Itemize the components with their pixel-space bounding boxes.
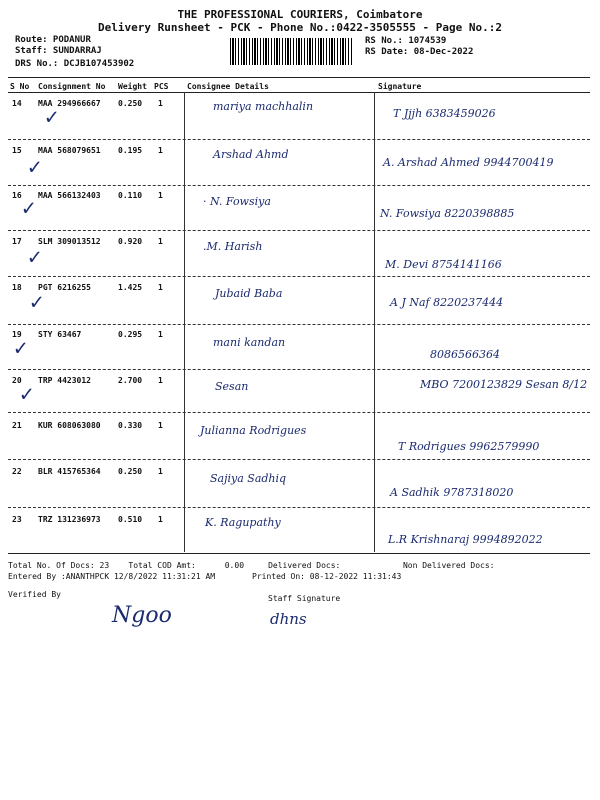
col-pcs: PCS (154, 82, 169, 91)
printed-on: Printed On: 08-12-2022 11:31:43 (252, 572, 402, 581)
row-consignment: SLM 309013512 (38, 237, 101, 246)
row-divider (8, 185, 590, 186)
consignee-divider (184, 92, 185, 552)
row-pcs: 1 (158, 283, 163, 292)
row-consignment: PGT 6216255 (38, 283, 91, 292)
row-pcs: 1 (158, 376, 163, 385)
row-weight: 0.510 (118, 515, 143, 524)
tick-mark-icon: ✓ (22, 196, 36, 221)
row-sno: 19 (12, 330, 22, 339)
route-label: Route: PODANUR (15, 35, 91, 45)
row-weight: 0.295 (118, 330, 143, 339)
row-signature: M. Devi 8754141166 (385, 258, 502, 271)
drs-number: DRS No.: DCJB107453902 (15, 59, 135, 69)
row-divider (8, 276, 590, 277)
rs-date: RS Date: 08-Dec-2022 (365, 47, 474, 57)
header-bottom-border (8, 92, 590, 93)
row-pcs: 1 (158, 330, 163, 339)
row-divider (8, 412, 590, 413)
row-signature: N. Fowsiya 8220398885 (380, 207, 515, 220)
row-sno: 20 (12, 376, 22, 385)
table-bottom-border (8, 553, 590, 554)
barcode (230, 38, 352, 65)
staff-signature-label: Staff Signature (268, 594, 341, 603)
row-weight: 2.700 (118, 376, 143, 385)
row-sno: 17 (12, 237, 22, 246)
row-pcs: 1 (158, 237, 163, 246)
row-sno: 18 (12, 283, 22, 292)
row-consignment: KUR 608063080 (38, 421, 101, 430)
tick-mark-icon: ✓ (20, 382, 34, 407)
row-sno: 22 (12, 467, 22, 476)
table-top-border (8, 77, 590, 78)
rs-number: RS No.: 1074539 (365, 36, 447, 46)
row-sno: 16 (12, 191, 22, 200)
row-signature: 8086566364 (430, 348, 500, 361)
row-divider (8, 324, 590, 325)
row-signature: MBO 7200123829 Sesan 8/12 (420, 378, 588, 391)
row-consignee: · N. Fowsiya (203, 195, 271, 208)
runsheet-subtitle: Delivery Runsheet - PCK - Phone No.:0422-3505555 - Page No.:2 (98, 21, 502, 34)
verified-signature: Ngoo (112, 603, 172, 628)
col-consignee: Consignee Details (187, 82, 269, 91)
row-sno: 15 (12, 146, 22, 155)
row-weight: 0.250 (118, 467, 143, 476)
row-divider (8, 369, 590, 370)
row-pcs: 1 (158, 146, 163, 155)
row-divider (8, 139, 590, 140)
row-consignee: mani kandan (213, 336, 286, 349)
row-weight: 0.330 (118, 421, 143, 430)
staff-label: Staff: SUNDARRAJ (15, 46, 102, 56)
row-divider (8, 230, 590, 231)
row-consignee: mariya machhalin (213, 100, 314, 113)
tick-mark-icon: ✓ (28, 245, 42, 270)
row-consignee: Arshad Ahmd (213, 148, 289, 161)
row-consignee: Jubaid Baba (215, 287, 283, 300)
row-pcs: 1 (158, 191, 163, 200)
row-weight: 0.920 (118, 237, 143, 246)
tick-mark-icon: ✓ (14, 336, 28, 361)
col-weight: Weight (118, 82, 147, 91)
row-weight: 1.425 (118, 283, 143, 292)
tick-mark-icon: ✓ (28, 155, 42, 180)
row-consignment: STY 63467 (38, 330, 82, 339)
staff-signature: dhns (270, 610, 307, 628)
col-sno: S No (10, 82, 30, 91)
row-divider (8, 507, 590, 508)
row-consignee: Julianna Rodrigues (200, 424, 307, 437)
row-sno: 21 (12, 421, 22, 430)
row-sno: 23 (12, 515, 22, 524)
row-consignment: MAA 568079651 (38, 146, 101, 155)
entered-by: Entered By :ANANTHPCK 12/8/2022 11:31:21 AM (8, 572, 216, 581)
row-consignment: BLR 415765364 (38, 467, 101, 476)
tick-mark-icon: ✓ (30, 290, 44, 315)
row-weight: 0.250 (118, 99, 143, 108)
col-consignment: Consignment No (38, 82, 106, 91)
verified-by-label: Verified By (8, 590, 61, 599)
signature-divider (374, 92, 375, 552)
row-signature: A Sadhik 9787318020 (390, 486, 514, 499)
row-consignee: .M. Harish (203, 240, 263, 253)
company-title: THE PROFESSIONAL COURIERS, Coimbatore (177, 8, 423, 21)
row-consignment: TRP 4423012 (38, 376, 91, 385)
row-pcs: 1 (158, 99, 163, 108)
row-weight: 0.195 (118, 146, 143, 155)
row-consignee: Sesan (215, 380, 249, 393)
row-pcs: 1 (158, 515, 163, 524)
row-signature: T Jjjh 6383459026 (393, 107, 496, 120)
row-sno: 14 (12, 99, 22, 108)
row-consignee: K. Ragupathy (205, 516, 281, 529)
row-consignment: MAA 294966667 (38, 99, 101, 108)
row-signature: T Rodrigues 9962579990 (398, 440, 540, 453)
row-pcs: 1 (158, 421, 163, 430)
row-signature: L.R Krishnaraj 9994892022 (388, 533, 543, 546)
row-pcs: 1 (158, 467, 163, 476)
row-signature: A. Arshad Ahmed 9944700419 (383, 156, 554, 169)
row-consignment: MAA 566132403 (38, 191, 101, 200)
row-divider (8, 459, 590, 460)
row-weight: 0.110 (118, 191, 143, 200)
row-consignee: Sajiya Sadhiq (210, 472, 287, 485)
totals-line: Total No. Of Docs: 23 Total COD Amt: 0.00 Delivered Docs: Non Delivered Docs: (8, 561, 495, 570)
tick-mark-icon: ✓ (45, 105, 59, 130)
col-signature: Signature (378, 82, 422, 91)
row-signature: A J Naf 8220237444 (390, 296, 504, 309)
row-consignment: TRZ 131236973 (38, 515, 101, 524)
